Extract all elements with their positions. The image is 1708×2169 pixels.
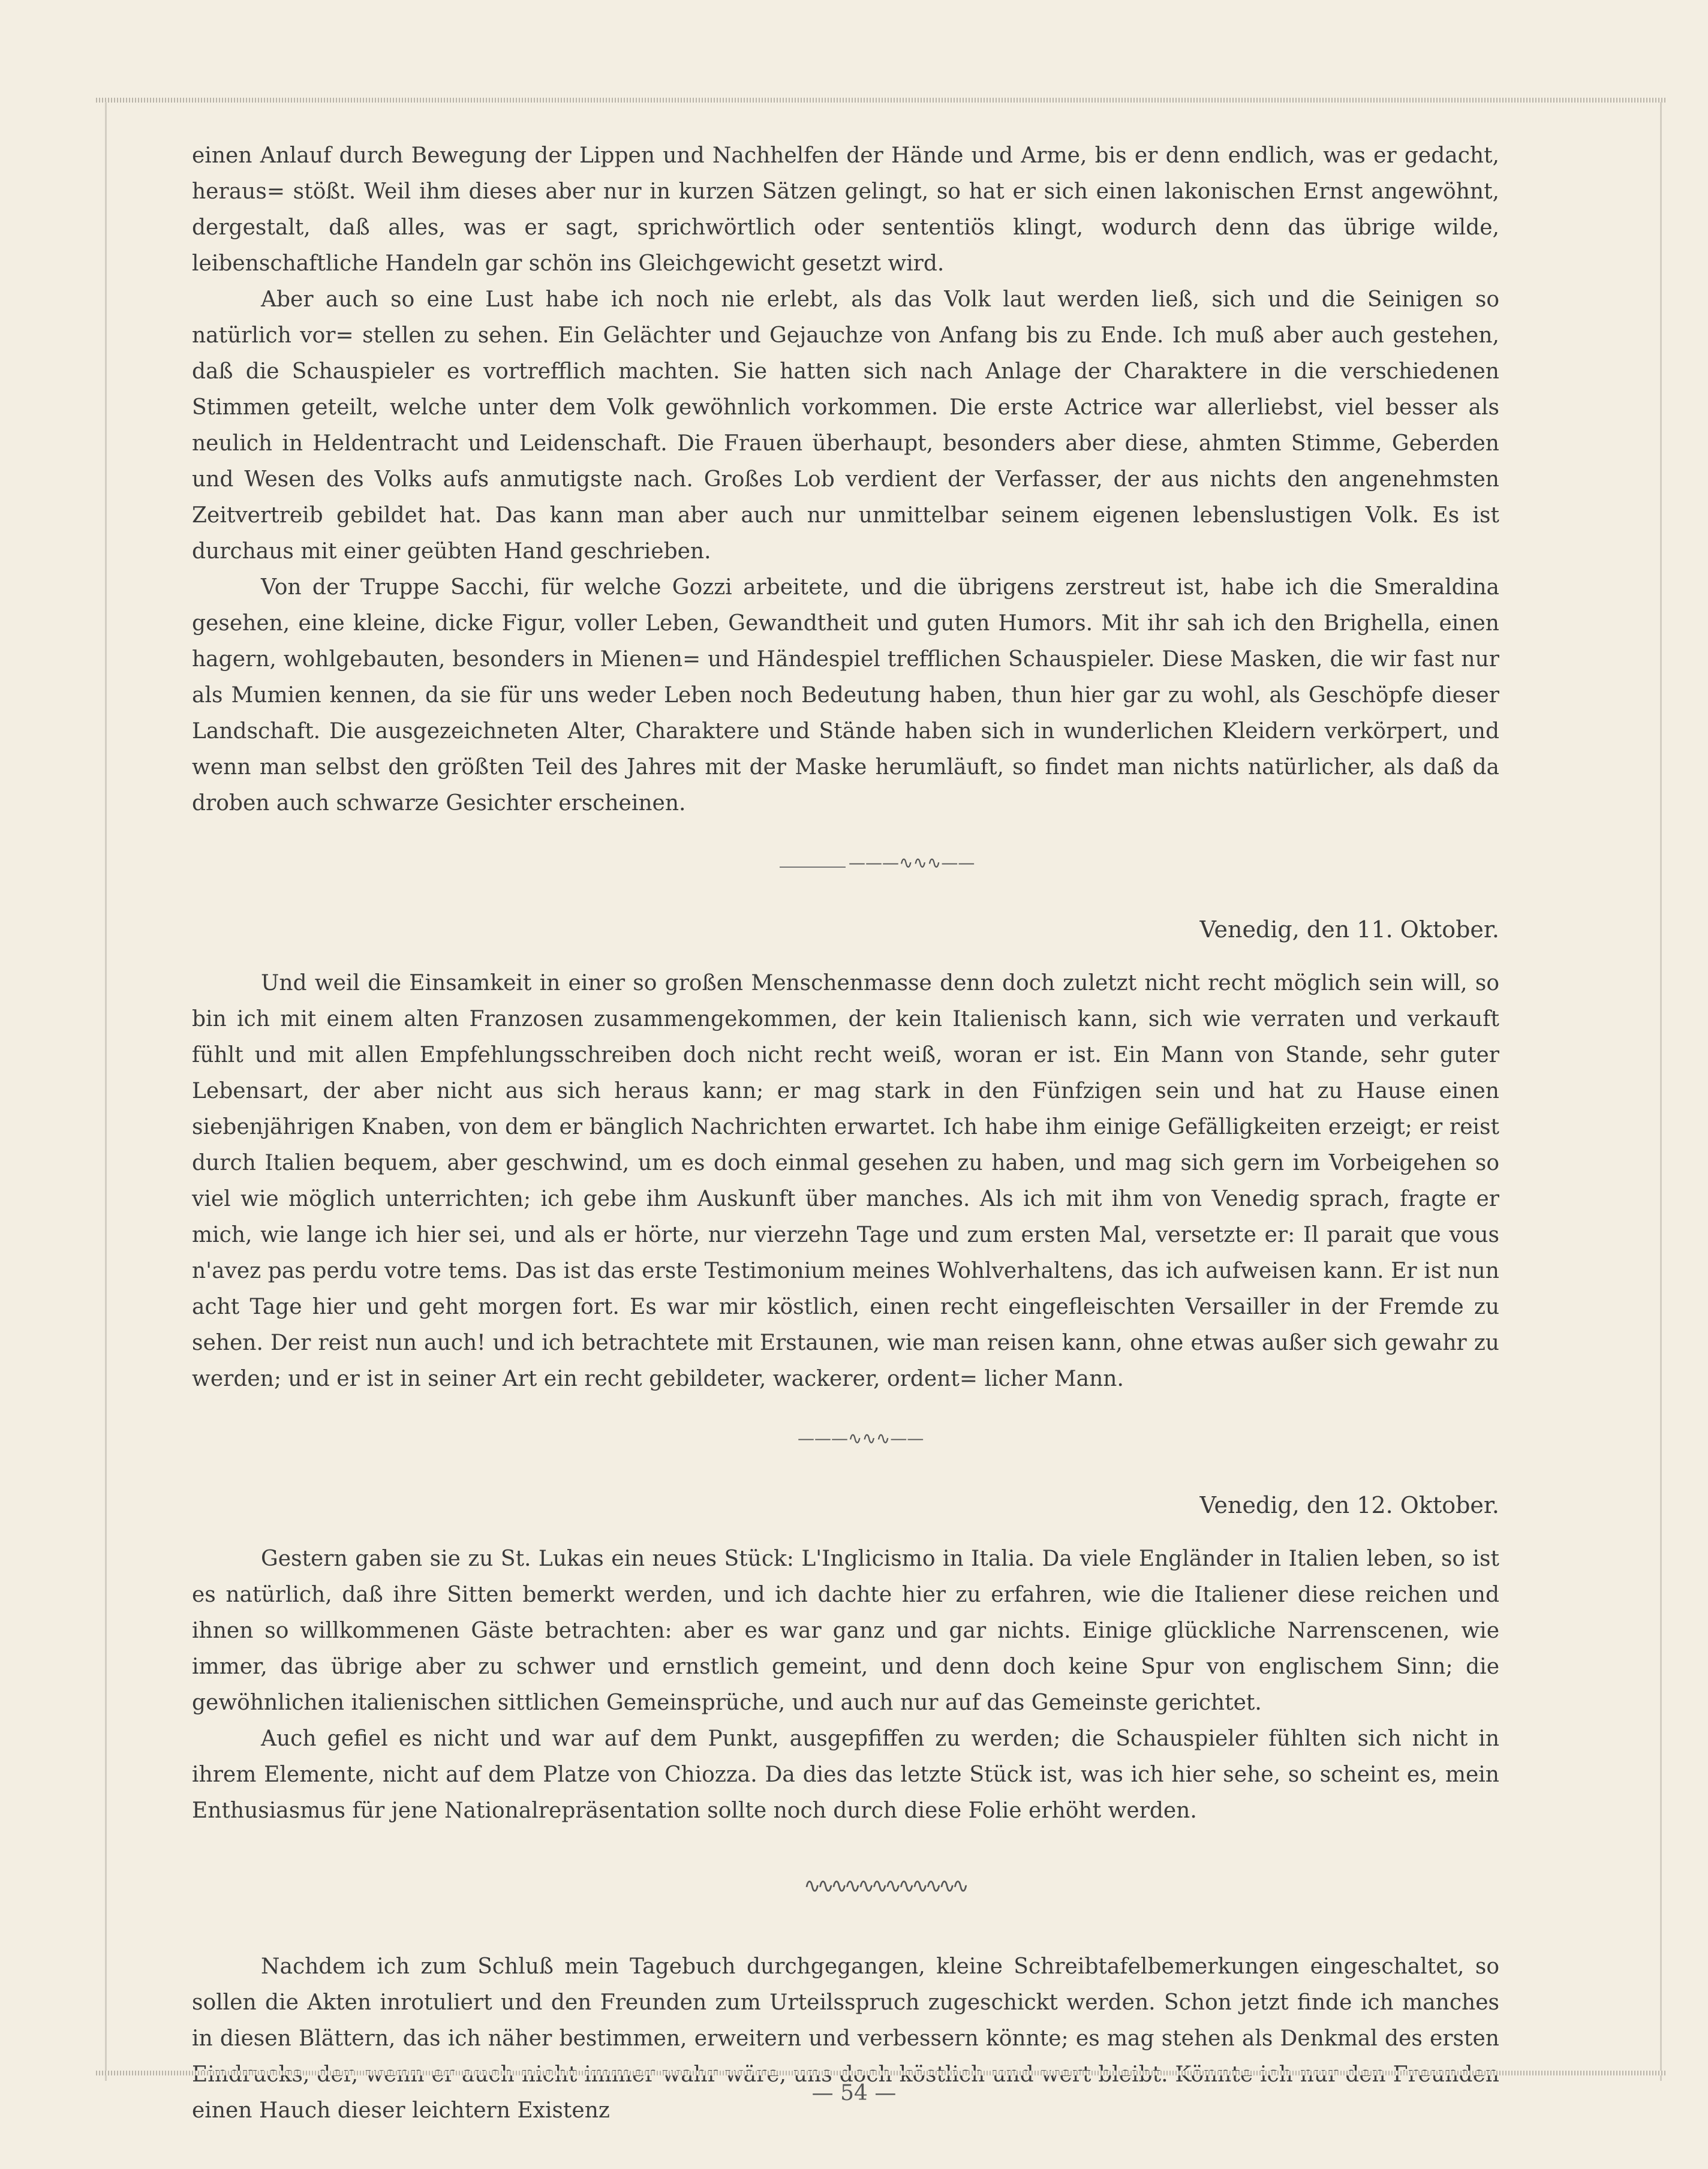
divider-ornament: ———∿∿∿—— bbox=[798, 1428, 924, 1448]
paragraph: Nachdem ich zum Schluß mein Tagebuch durchgegangen, kleine Schreibtafelbemerkungen eingeschaltet, so sollen die Akten inrotuliert und den Freunden zum Urteilsspruch zugeschickt werden. Schon jetzt finde ich manches in diesen Blättern, das ich näher bestimmen, erweitern und verbessern könnte; es mag stehen als Denkmal des ersten einen Hauch dieser leichtern Existenz bbox=[192, 1954, 1499, 2123]
section-divider bbox=[192, 822, 1499, 911]
paragraph: Aber auch so eine Lust habe ich noch nie erlebt, als das Volk laut werden ließ, sich und die Seinigen so natürlich vor= stellen zu sehen. Ein Gelächter und Gejauchze von Anfang bis zu Ende. Ich muß aber auch gestehen, daß die Schauspieler es vortrefflich machten. Sie hatten sich nach Anlage der Charaktere in die verschiedenen Stimmen geteilt, welche unter dem Volk gewöhnlich vorkommen. Die erste Actrice war allerliebst, viel besser als neulich in Heldentracht und Leidenschaft. Die Frauen überhaupt, besonders aber diese, ahmten Stimme, Geberden und Wesen des Volks aufs anmutigste nach. Großes Lob verdient der Verfasser, der aus nichts den angenehmsten Zeitvertreib gebildet hat. Das kann man aber auch nur unmittelbar seinem eigenen lebenslustigen Volk. Es ist durchaus mit einer geübten Hand geschrieben. bbox=[192, 287, 1499, 564]
date-heading: Venedig, den 11. Oktober. bbox=[1199, 916, 1499, 943]
section-divider bbox=[192, 1829, 1499, 1949]
divider-ornament: ———∿∿∿—— bbox=[849, 853, 975, 873]
paragraph: Von der Truppe Sacchi, für welche Gozzi arbeitete, und die übrigens zerstreut ist, habe ich die Smeraldina gesehen, eine kleine, dicke Figur, voller Leben, Gewandtheit und guten Humors. Mit ihr sah ich den Brighella, einen hagern, wohlgebauten, besonders in Mienen= und Händespiel trefflichen Schauspieler. Diese Masken, die wir fast nur als Mumien kennen, da sie für uns weder Leben noch Bedeutung haben, thun hier gar zu wohl, als Geschöpfe dieser Landschaft. Die ausgezeichneten Alter, Charaktere und Stände haben sich in wunderlichen Kleidern verkörpert, und wenn man selbst den größten Teil des Jahres mit der Maske herumläuft, so findet man nichts natürlicher, als daß da droben auch schwarze Gesichter erscheinen. bbox=[192, 575, 1499, 816]
date-heading: Venedig, den 12. Oktober. bbox=[1199, 1492, 1499, 1518]
paragraph: Auch gefiel es nicht und war auf dem Punkt, ausgepfiffen zu werden; die Schauspieler fühlten sich nicht in ihrem Elemente, nicht auf dem Platze von Chiozza. Da dies das letzte Stück ist, was ich hier sehe, so scheint es, mein Enthusiasmus für jene Nationalrepräsentation sollte noch durch diese Folie erhöht werden. bbox=[192, 1726, 1499, 1823]
page-body bbox=[192, 138, 1499, 2129]
page-number: — 54 — bbox=[811, 2081, 897, 2105]
paragraph: Gestern gaben sie zu St. Lukas ein neues Stück: L'Inglicismo in Italia. Da viele Engländer in Italien leben, so ist es natürlich, daß ihre Sitten bemerkt werden, und ich dachte hier zu erfahren, wie die Italiener diese reichen und ihnen so willkommenen Gäste betrachten: aber es war ganz und gar nichts. Einige glückliche Narrenscenen, wie immer, das übrige aber zu schwer und ernstlich gemeint, und denn doch keine Spur von englischem Sinn; die gewöhnlichen italienischen sittlichen Gemeinsprüche, und auch nur auf das Gemeinste gerichtet. bbox=[192, 1547, 1499, 1715]
bottom-border-rule bbox=[96, 2071, 1667, 2075]
paragraph: Und weil die Einsamkeit in einer so großen Menschenmasse denn doch zuletzt nicht recht möglich sein will, so bin ich mit einem alten Franzosen zusammengekommen, der kein Italienisch kann, sich wie verraten und verkauft fühlt und mit allen Empfehlungsschreiben doch nicht recht weiß, woran er ist. Ein Mann von Stande, sehr guter Lebensart, der aber nicht aus sich heraus kann; er mag stark in den Fünfzigen sein und hat zu Hause einen siebenjährigen Knaben, von dem er bänglich Nachrichten erwartet. Ich habe ihm einige Gefälligkeiten erzeigt; er reist durch Italien bequem, aber geschwind, um es doch einmal gesehen zu haben, und mag sich gern im Vorbeigehen so viel wie möglich unterrichten; ich gebe ihm Auskunft über manches. Als ich mit ihm von Venedig sprach, fragte er mich, wie lange ich hier sei, und als er hörte, nur vierzehn Tage und zum ersten Mal, versetzte er: Il parait que vous n'avez pas perdu votre tems. Das ist das erste Testimonium meines Wohlverhaltens, das ich aufweisen kann. Er ist nun acht Tage hier und geht morgen fort. Es war mir köstlich, einen recht eingefleischten Versailler in der Fremde zu sehen. Der reist nun auch! und ich betrachtete mit Erstaunen, wie man reisen kann, ohne etwas außer sich gewahr zu werden; und er ist in seiner Art ein recht gebildeter, wackerer, ordent= licher Mann. bbox=[192, 971, 1499, 1391]
paragraph: einen Anlauf durch Bewegung der Lippen und Nachhelfen der Hände und Arme, bis er denn endlich, was er gedacht, heraus= stößt. Weil ihm dieses aber nur in kurzen Sätzen gelingt, so hat er sich einen lakonischen Ernst angewöhnt, dergestalt, daß alles, was er sagt, sprichwörtlich oder sententiös klingt, wodurch denn das übrige wilde, leibenschaftliche Handeln gar schön ins Gleichgewicht gesetzt wird. bbox=[192, 143, 1499, 276]
divider-ornament: ∿∿∿∿∿∿∿∿∿∿∿∿ bbox=[804, 1874, 966, 1898]
section-divider bbox=[192, 1397, 1499, 1487]
